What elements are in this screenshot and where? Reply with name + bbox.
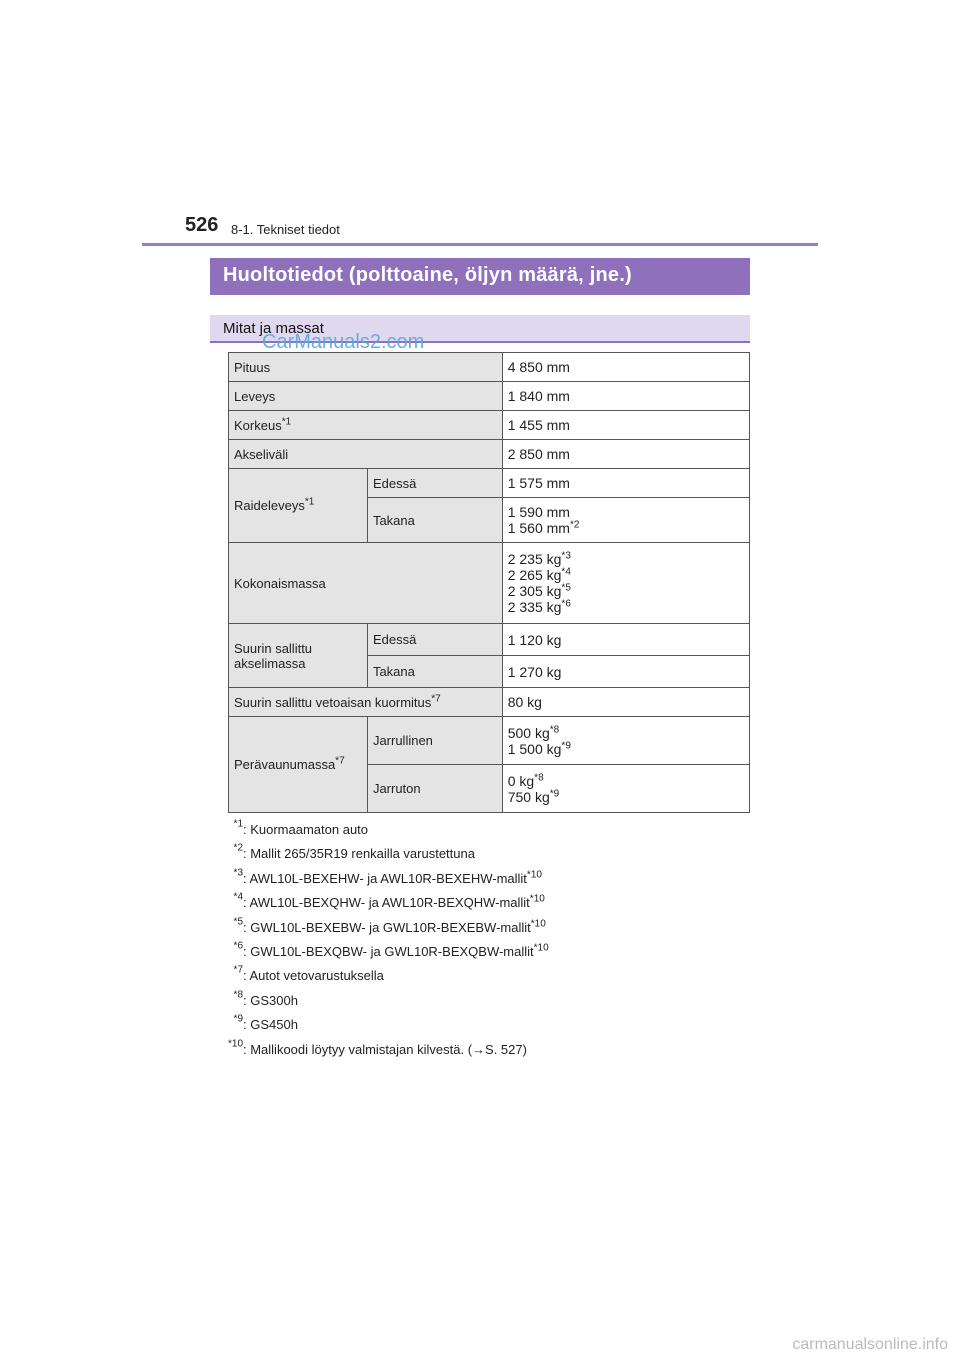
sub-label: Jarrullinen — [367, 717, 502, 765]
row-value: 1 840 mm — [502, 382, 749, 411]
row-value: 1 590 mm 1 560 $mm^{*2}$ — [502, 498, 749, 543]
footnote: $^{*10}$ : Mallikoodi löytyy valmistajan kilvestä. (→S. 527) — [227, 1038, 527, 1057]
row-value: 4 850 mm — [502, 353, 749, 382]
table-row — [229, 624, 750, 656]
table-row — [229, 717, 750, 765]
footnote: $^{*6}$ : GWL10L-BEXQBW- ja GWL10R-BEXQBW-mallit$^{*10}$ — [233, 940, 549, 959]
row-value: 0 $kg^{*8}$ 750 $kg^{*9}$ — [502, 765, 749, 813]
row-label: Perävaunumassa$^{*7}$ — [229, 717, 368, 813]
footnote-mark: *7 — [335, 755, 345, 767]
row-label: Suurin sallittu akselimassa — [229, 624, 368, 688]
row-value: 500 $kg^{*8}$ 1 500 $kg^{*9}$ — [502, 717, 749, 765]
table-row — [229, 469, 750, 498]
footnote: $^{*7}$ : Autot vetovarustuksella — [233, 965, 384, 984]
row-value: 1 270 kg — [502, 656, 749, 688]
footnote: $^{*1}$ : Kuormaamaton auto — [233, 818, 369, 837]
row-label: Raideleveys$^{*1}$ — [229, 469, 368, 543]
footnote: $^{*2}$ : Mallit 265/35R19 renkailla varustettuna — [233, 843, 475, 862]
row-value: 2 850 mm — [502, 440, 749, 469]
footnote-mark: *2 — [569, 519, 580, 531]
watermark-bottom: carmanualsonline.info — [792, 1336, 948, 1353]
sub-label: Takana — [367, 656, 502, 688]
page-number: 526 — [185, 214, 219, 236]
footnote: $^{*9}$ : GS450h — [233, 1013, 298, 1033]
table-row — [229, 688, 750, 717]
row-value: 1 455 mm — [502, 411, 749, 440]
row-value: 1 575 mm — [502, 469, 749, 498]
row-label: Leveys — [229, 382, 503, 411]
row-label: Pituus — [229, 353, 503, 382]
sub-label: Edessä — [367, 624, 502, 656]
sub-label: Takana — [367, 498, 502, 543]
row-label: Korkeus$^{*1}$ — [229, 411, 503, 440]
row-label: Kokonaismassa — [229, 543, 503, 624]
table-row — [229, 543, 750, 624]
sub-label: Edessä — [367, 469, 502, 498]
row-label: Akseliväli — [229, 440, 503, 469]
header-rule — [142, 243, 818, 246]
footnote-mark: *1 — [304, 496, 315, 508]
row-value: 2 235 $kg^{*3}$ 2 265 $kg^{*4}$ 2 305 $kg^{*5}$ 2 335 $kg^{*6}$ — [502, 543, 749, 624]
watermark-top: CarManuals2.com — [262, 331, 425, 353]
section-subtitle: Mitat ja massat — [210, 315, 750, 343]
dimensions-table — [228, 352, 750, 813]
footnote: $^{*4}$ : AWL10L-BEXQHW- ja AWL10R-BEXQHW-mallit$^{*10}$ — [233, 891, 545, 911]
footnote: $^{*8}$ : GS300h — [233, 989, 298, 1008]
table-row — [229, 353, 750, 382]
table-row — [229, 440, 750, 469]
footnotes — [205, 820, 765, 1064]
row-value: 80 kg — [502, 688, 749, 717]
page-title: Huoltotiedot (polttoaine, öljyn määrä, jne.) — [210, 258, 750, 295]
table-row — [229, 411, 750, 440]
footnote-mark: *7 — [431, 693, 441, 705]
footnote: $^{*3}$ : AWL10L-BEXEHW- ja AWL10R-BEXEHW-mallit$^{*10}$ — [233, 867, 542, 886]
section-reference: 8-1. Tekniset tiedot — [231, 222, 340, 237]
row-value: 1 120 kg — [502, 624, 749, 656]
row-label: Suurin sallittu vetoaisan kuormitus$^{*7}$ — [229, 688, 503, 717]
footnote: $^{*5}$ : GWL10L-BEXEBW- ja GWL10R-BEXEBW-mallit$^{*10}$ — [233, 916, 546, 935]
footnote-mark: *1 — [281, 416, 292, 428]
table-row — [229, 382, 750, 411]
sub-label: Jarruton — [367, 765, 502, 813]
